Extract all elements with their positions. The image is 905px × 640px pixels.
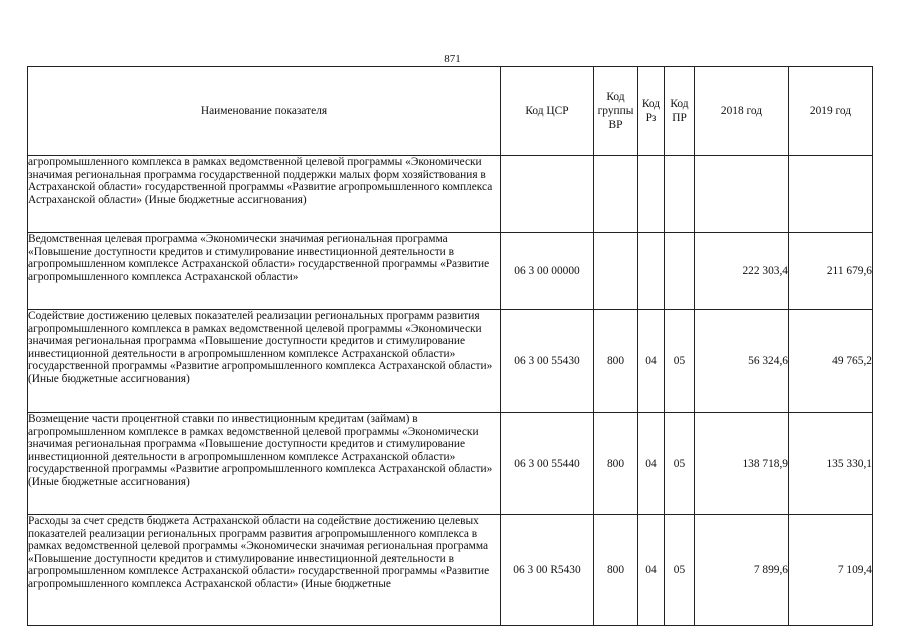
row-pr — [665, 156, 695, 233]
row-csr — [501, 156, 594, 233]
row-rz: 04 — [638, 413, 665, 515]
table-row — [28, 156, 873, 233]
row-vr — [594, 156, 638, 233]
row-csr: 06 3 00 00000 — [501, 233, 594, 310]
row-2018: 222 303,4 — [695, 233, 789, 310]
row-2019 — [789, 156, 873, 233]
row-vr: 800 — [594, 515, 638, 626]
row-rz — [638, 156, 665, 233]
row-2019: 49 765,2 — [789, 310, 873, 413]
header-vr: Код группы ВР — [594, 67, 638, 156]
row-csr: 06 3 00 R5430 — [501, 515, 594, 626]
row-name: Возмещение части процентной ставки по инвестиционным кредитам (займам) в агропромышленном комплексе в рамках ведомственной целевой программы «Экономически значимая региональная программа «Повышение доступности кредитов и стимулирование инвестиционной деятельности в агропромышленном комплексе Астраханской области» государственной программы «Развитие агропромышленного комплекса Астраханской области» (Иные бюджетные ассигнования) — [28, 413, 501, 515]
table-row — [28, 413, 873, 515]
row-2018: 7 899,6 — [695, 515, 789, 626]
row-rz: 04 — [638, 310, 665, 413]
row-2018 — [695, 156, 789, 233]
header-row — [28, 67, 873, 156]
row-name: агропромышленного комплекса в рамках ведомственной целевой программы «Экономически значимая региональная программа государственной поддержки малых форм хозяйствования в Астраханской области» государственной программы «Развитие агропромышленного комплекса Астраханской области» (Иные бюджетные ассигнования) — [28, 156, 501, 233]
header-rz: Код Рз — [638, 67, 665, 156]
row-2018: 138 718,9 — [695, 413, 789, 515]
table-row — [28, 233, 873, 310]
row-2019: 211 679,6 — [789, 233, 873, 310]
table-row — [28, 515, 873, 626]
row-pr: 05 — [665, 515, 695, 626]
row-name: Содействие достижению целевых показателей реализации региональных программ развития агропромышленного комплекса в рамках ведомственной целевой программы «Экономически значимая региональная программа «Повышение доступности кредитов и стимулирование инвестиционной деятельности в агропромышленном комплексе Астраханской области» государственной программы «Развитие агропромышленного комплекса Астраханской области» (Иные бюджетные ассигнования) — [28, 310, 501, 413]
row-name: Ведомственная целевая программа «Экономически значимая региональная программа «Повышение доступности кредитов и стимулирование инвестиционной деятельности в агропромышленном комплексе Астраханской области» государственной программы «Развитие агропромышленного комплекса Астраханской области» — [28, 233, 501, 310]
header-2019: 2019 год — [789, 67, 873, 156]
row-2018: 56 324,6 — [695, 310, 789, 413]
row-pr: 05 — [665, 413, 695, 515]
header-pr: Код ПР — [665, 67, 695, 156]
row-2019: 7 109,4 — [789, 515, 873, 626]
header-csr: Код ЦСР — [501, 67, 594, 156]
row-vr: 800 — [594, 310, 638, 413]
row-pr: 05 — [665, 310, 695, 413]
budget-table — [27, 66, 873, 626]
row-rz — [638, 233, 665, 310]
row-vr — [594, 233, 638, 310]
row-vr: 800 — [594, 413, 638, 515]
row-pr — [665, 233, 695, 310]
row-csr: 06 3 00 55440 — [501, 413, 594, 515]
row-csr: 06 3 00 55430 — [501, 310, 594, 413]
row-2019: 135 330,1 — [789, 413, 873, 515]
row-name: Расходы за счет средств бюджета Астраханской области на содействие достижению целевых показателей реализации региональных программ развития агропромышленного комплекса в рамках ведомственной целевой программы «Экономически значимая региональная программа «Повышение доступности кредитов и стимулирование инвестиционной деятельности в агропромышленном комплексе Астраханской области» государственной программы «Развитие агропромышленного комплекса Астраханской области» (Иные бюджетные — [28, 515, 501, 626]
table-row — [28, 310, 873, 413]
row-rz: 04 — [638, 515, 665, 626]
header-name: Наименование показателя — [28, 67, 501, 156]
page-number: 871 — [444, 53, 461, 65]
header-2018: 2018 год — [695, 67, 789, 156]
